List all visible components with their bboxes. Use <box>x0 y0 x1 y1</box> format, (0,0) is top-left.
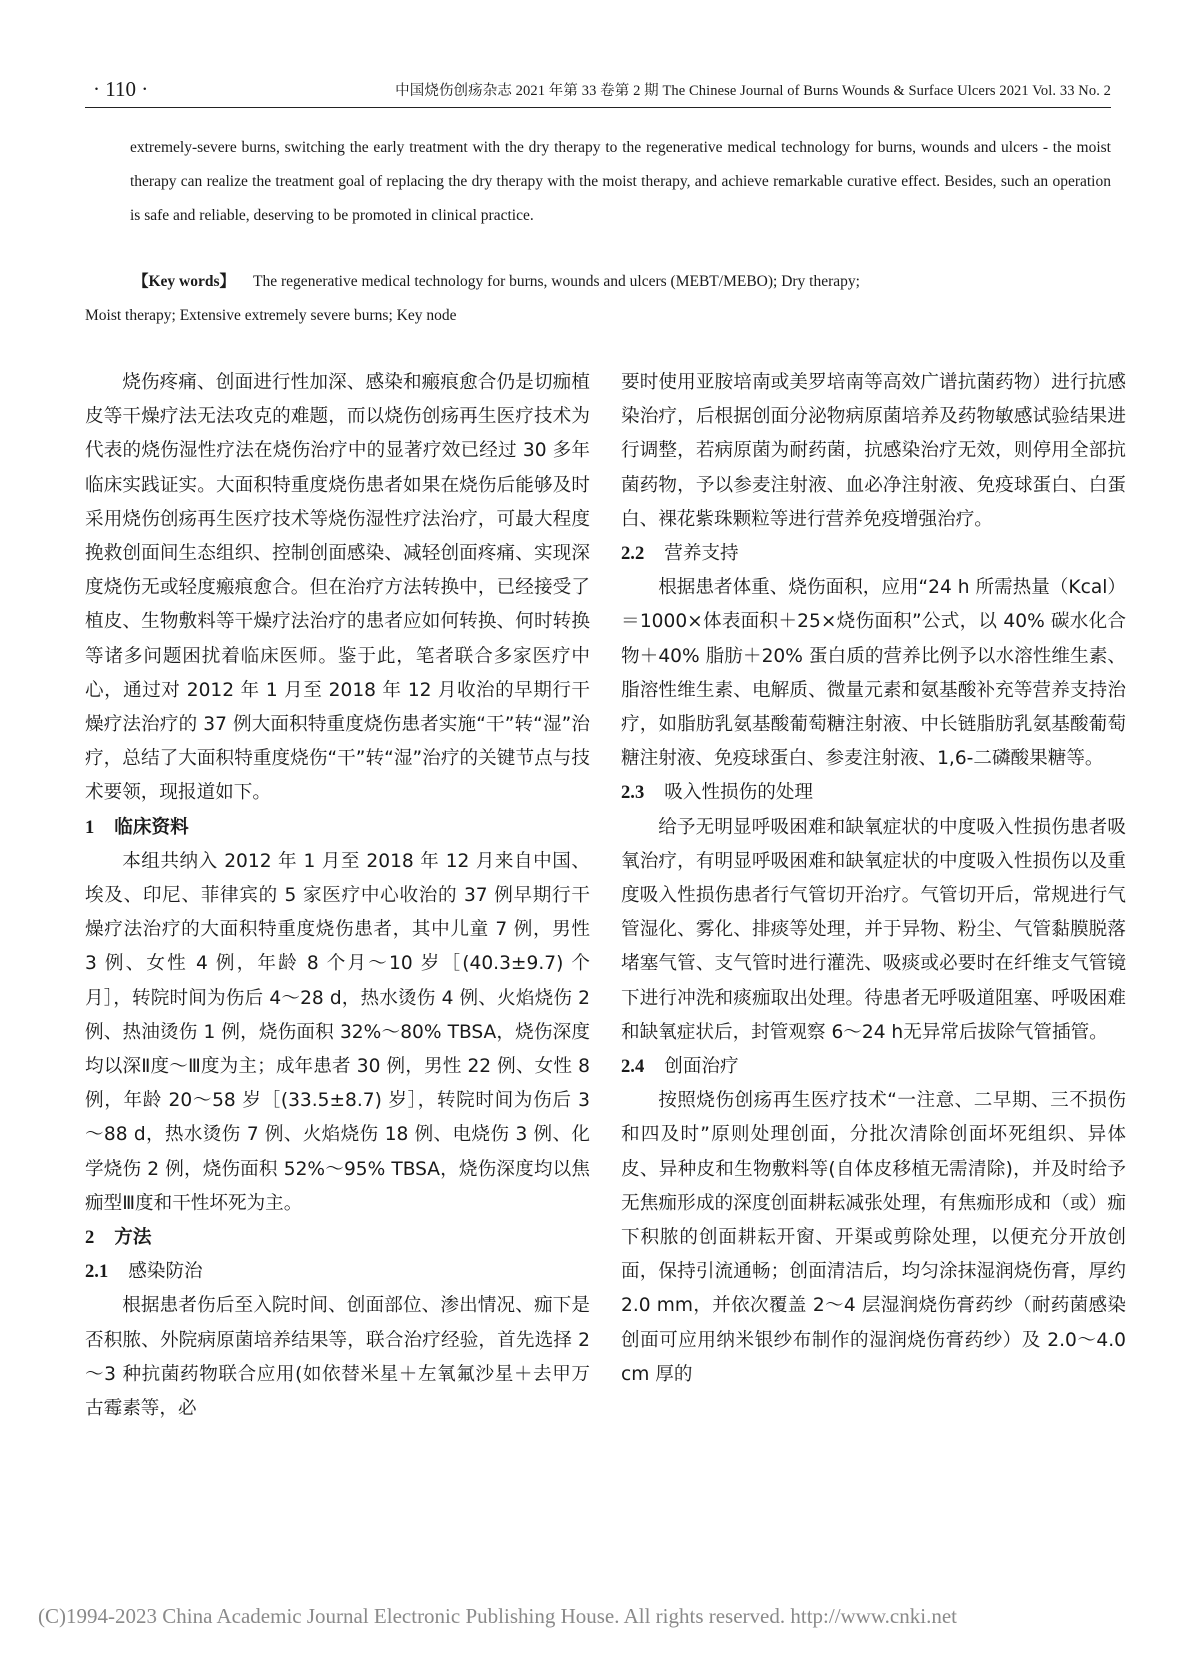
section-title: 临床资料 <box>114 816 189 838</box>
copyright-footer: (C)1994-2023 China Academic Journal Electronic Publishing House. All rights reserved. http://www.cnki.net <box>38 1604 957 1628</box>
section-title: 方法 <box>114 1227 152 1249</box>
section-number: 2 <box>85 1227 95 1249</box>
page-number: · 110 · <box>93 77 149 101</box>
english-abstract-continuation <box>130 131 1111 233</box>
subsection-number: 2.2 <box>621 543 645 565</box>
running-head: 中国烧伤创疡杂志 2021 年第 33 卷第 2 期 The Chinese Journal of Burns Wounds & Surface Ulcers 2021 Vol. 33 No. 2 <box>395 83 1111 99</box>
right-column <box>621 366 1126 1392</box>
section-1-heading <box>85 811 590 845</box>
subsection-number: 2.4 <box>621 1056 645 1078</box>
intro-paragraph: 烧伤疼痛、创面进行性加深、感染和瘢痕愈合仍是切痂植皮等干燥疗法无法攻克的难题，而以烧伤创疡再生医疗技术为代表的烧伤湿性疗法在烧伤治疗中的显著疗效已经过 30 多年临床实践证实。大面积特重度烧伤患者如果在烧伤后能够及时采用烧伤创疡再生医疗技术等烧伤湿性疗法治疗，可最大程度挽救创面间生态组织、控制创面感染、减轻创面疼痛、实现深度烧伤无或轻度瘢痕愈合。但在治疗方法转换中，已经接受了植皮、生物敷料等干燥疗法治疗的患者应如何转换、何时转换等诸多问题困扰着临床医师。鉴于此，笔者联合多家医疗中心，通过对 2012 年 1 月至 2018 年 12 月收治的早期行干燥疗法治疗的 37 例大面积特重度烧伤患者实施“干”转“湿”治疗，总结了大面积特重度烧伤“干”转“湿”治疗的关键节点与技术要领，现报道如下。 <box>85 372 590 804</box>
subsection-number: 2.1 <box>85 1261 109 1283</box>
keywords-label: 【Key words】 <box>133 273 236 290</box>
keywords-line-2: Moist therapy; Extensive extremely severe burns; Key node <box>85 307 457 324</box>
left-column <box>85 366 590 1426</box>
section-2-1-paragraph: 根据患者伤后至入院时间、创面部位、渗出情况、痂下是否积脓、外院病原菌培养结果等，联合治疗经验，首先选择 2～3 种抗菌药物联合应用(如依替米星＋左氧氟沙星＋去甲万古霉素等，必 <box>85 1295 590 1420</box>
section-1-paragraph: 本组共纳入 2012 年 1 月至 2018 年 12 月来自中国、埃及、印尼、菲律宾的 5 家医疗中心收治的 37 例早期行干燥疗法治疗的大面积特重度烧伤患者，其中儿童 7 例，男性 3 例、女性 4 例，年龄 8 个月～10 岁［(40.3±9.7) 个月］，转院时间为伤后 4～28 d，热水烫伤 4 例、火焰烧伤 2 例、热油烫伤 1 例，烧伤面积 32%～80% TBSA，烧伤深度均以深Ⅱ度～Ⅲ度为主；成年患者 30 例，男性 22 例、女性 8 例，年龄 20～58 岁［(33.5±8.7) 岁］，转院时间为伤后 3～88 d，热水烫伤 7 例、火焰烧伤 18 例、电烧伤 3 例、化学烧伤 2 例，烧伤面积 52%～95% TBSA，烧伤深度均以焦痂型Ⅲ度和干性坏死为主。 <box>85 850 590 1214</box>
section-2-2-paragraph: 根据患者体重、烧伤面积，应用“24 h 所需热量（Kcal）＝1000×体表面积＋25×烧伤面积”公式，以 40% 碳水化合物＋40% 脂肪＋20% 蛋白质的营养比例予以水溶性维生素、脂溶性维生素、电解质、微量元素和氨基酸补充等营养支持治疗，如脂肪乳氨基酸葡萄糖注射液、中长链脂肪乳氨基酸葡萄糖注射液、免疫球蛋白、参麦注射液、1,6-二磷酸果糖等。 <box>621 577 1126 770</box>
section-2-4-paragraph: 按照烧伤创疡再生医疗技术“一注意、二早期、三不损伤和四及时”原则处理创面，分批次清除创面坏死组织、异体皮、异种皮和生物敷料等(自体皮移植无需清除)，并及时给予无焦痂形成的深度创面耕耘减张处理，有焦痂形成和（或）痂下积脓的创面耕耘开窗、开渠或剪除处理，以便充分开放创面，保持引流通畅；创面清洁后，均匀涂抹湿润烧伤膏，厚约 2.0 mm，并依次覆盖 2～4 层湿润烧伤膏药纱（耐药菌感染创面可应用纳米银纱布制作的湿润烧伤膏药纱）及 2.0～4.0 cm 厚的 <box>621 1090 1126 1385</box>
subsection-title: 吸入性损伤的处理 <box>664 782 814 804</box>
section-2-1-heading <box>85 1255 590 1289</box>
subsection-title: 感染防治 <box>128 1261 203 1283</box>
section-2-heading <box>85 1221 590 1255</box>
keywords-line-1 <box>85 265 1111 299</box>
subsection-title: 创面治疗 <box>664 1056 739 1078</box>
subsection-number: 2.3 <box>621 782 645 804</box>
section-2-2-heading <box>621 537 1126 571</box>
section-2-3-heading <box>621 776 1126 810</box>
section-2-4-heading <box>621 1050 1126 1084</box>
section-2-1-continuation: 要时使用亚胺培南或美罗培南等高效广谱抗菌药物）进行抗感染治疗，后根据创面分泌物病原菌培养及药物敏感试验结果进行调整，若病原菌为耐药菌，抗感染治疗无效，则停用全部抗菌药物，予以参麦注射液、血必净注射液、免疫球蛋白、白蛋白、裸花紫珠颗粒等进行营养免疫增强治疗。 <box>621 372 1126 530</box>
section-2-3-paragraph: 给予无明显呼吸困难和缺氧症状的中度吸入性损伤患者吸氧治疗，有明显呼吸困难和缺氧症状的中度吸入性损伤以及重度吸入性损伤患者行气管切开治疗。气管切开后，常规进行气管湿化、雾化、排痰等处理，并于异物、粉尘、气管黏膜脱落堵塞气管、支气管时进行灌洗、吸痰或必要时在纤维支气管镜下进行冲洗和痰痂取出处理。待患者无呼吸道阻塞、呼吸困难和缺氧症状后，封管观察 6～24 h无异常后拔除气管插管。 <box>621 816 1126 1043</box>
keywords-block <box>85 265 1111 333</box>
page-header <box>85 77 1111 108</box>
keywords-text-1: The regenerative medical technology for burns, wounds and ulcers (MEBT/MEBO); Dry therapy; <box>253 273 860 290</box>
section-number: 1 <box>85 816 95 838</box>
abstract-text: extremely-severe burns, switching the early treatment with the dry therapy to the regenerative medical technology for burns, wounds and ulcers - the moist therapy can realize the treatment goal of replacing the dry therapy with the moist therapy, and achieve remarkable curative effect. Besides, such an operation is safe and reliable, deserving to be promoted in clinical practice. <box>130 139 1111 224</box>
subsection-title: 营养支持 <box>664 543 739 565</box>
